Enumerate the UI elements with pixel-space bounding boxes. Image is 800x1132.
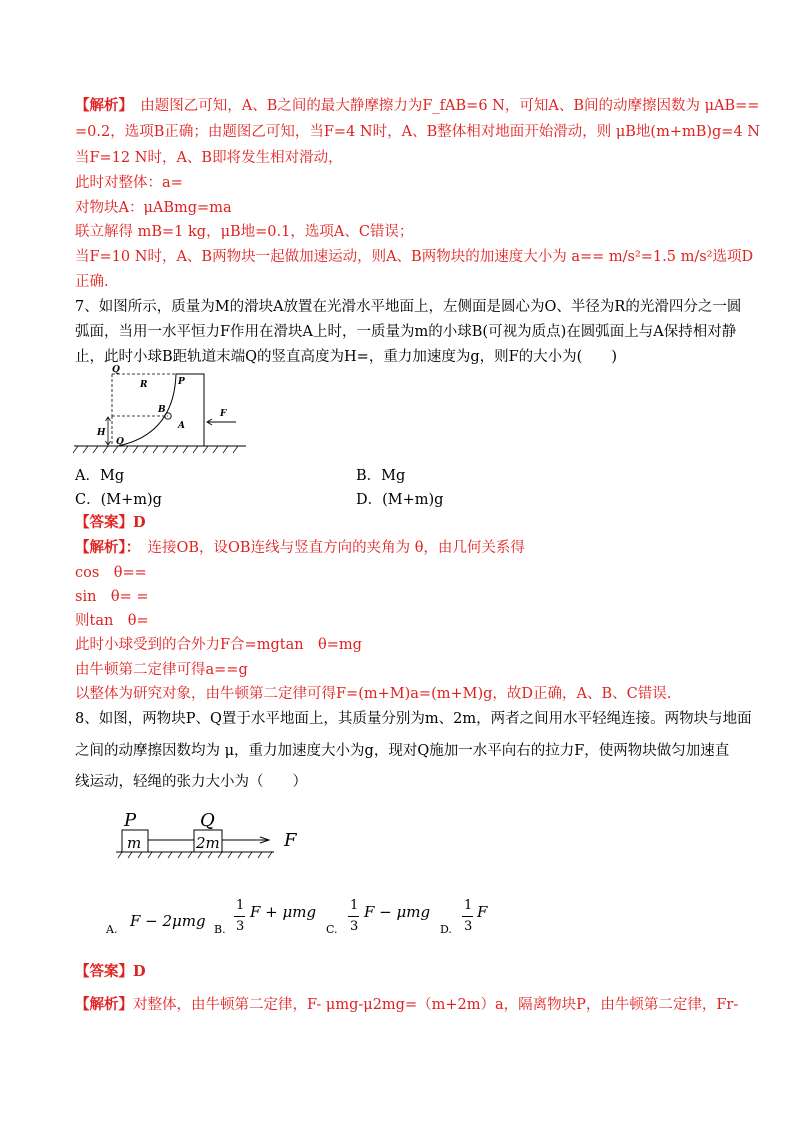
q7-option-b: B．Mg (356, 468, 406, 484)
q8-option-c-expr: F − μmg (364, 903, 431, 921)
solution6-line8: 正确. (75, 274, 109, 290)
solution6-line1: 【解析】 由题图乙可知，A、B之间的最大静摩擦力为F_fAB=6 N，可知A、B间的动摩擦因数为 μAB== (75, 97, 760, 114)
q7-stem-line2: 弧面，当用一水平恒力F作用在滑块A上时，一质量为m的小球B(可视为质点)在圆弧面上与A保持相对静 (75, 324, 737, 340)
q8-option-b-den: 3 (236, 919, 245, 934)
label-b: B (158, 405, 166, 415)
solution6-line4: 此时对整体：a= (75, 175, 183, 191)
label-f: F (284, 830, 297, 851)
solution6-line2: =0.2，选项B正确；由题图乙可知，当F=4 N时，A、B整体相对地面开始滑动，则 μB地(m+mB)g=4 N (75, 124, 760, 140)
q7-stem-line3: 止，此时小球B距轨道末端Q的竖直高度为H=，重力加速度为g，则F的大小为( ) (75, 349, 617, 365)
q7-option-a: A．Mg (75, 468, 125, 484)
q8-option-a-letter: A. (106, 923, 118, 936)
analysis-tag: 【解析】 (75, 97, 126, 114)
q8-option-c-den: 3 (350, 919, 359, 934)
q8-figure (112, 804, 312, 860)
q8-solution-line1: 【解析】对整体，由牛顿第二定律，F- μmg-μ2mg=（m+2m）a，隔离物块P，由牛顿第二定律，Fr- (75, 996, 739, 1013)
q8-option-b-letter: B. (214, 923, 226, 936)
label-m: m (127, 834, 142, 852)
q7-solution-line6: 由牛顿第二定律可得a==g (75, 662, 248, 678)
label-p: P (124, 810, 137, 831)
q8-option-c-num: 1 (350, 898, 359, 913)
label-q: Q (200, 810, 215, 831)
label-q-top: Q (112, 365, 120, 375)
q7-option-c: C．(M+m)g (75, 492, 162, 508)
solution6-line6: 联立解得 mB=1 kg，μB地=0.1，选项A、C错误； (75, 224, 414, 240)
q8-option-d-letter: D. (440, 923, 452, 936)
q8-option-c-letter: C. (326, 923, 338, 936)
q8-analysis-tag: 【解析】 (75, 996, 133, 1013)
solution6-line7: 当F=10 N时，A、B两物块一起做加速运动，则A、B两物块的加速度大小为 a== m/s²=1.5 m/s²选项D (75, 249, 754, 265)
label-r: R (140, 380, 148, 390)
q8-option-d-expr: F (477, 903, 488, 921)
q8-stem-line3: 线运动，轻绳的张力大小为（ ） (75, 774, 307, 790)
q8-option-d-num: 1 (464, 898, 473, 913)
q8-option-b-expr: F + μmg (250, 903, 317, 921)
q7-answer: 【答案】D (75, 514, 146, 531)
label-2m: 2m (196, 834, 220, 852)
q7-solution-line5: 此时小球受到的合外力F合=mgtan θ=mg (75, 637, 362, 653)
q7-analysis-tag: 【解析】： (75, 539, 133, 556)
label-h: H (97, 428, 106, 438)
q8-stem-line2: 之间的动摩擦因数均为 μ，重力加速度大小为g，现对Q施加一水平向右的拉力F，使两物块做匀加速直 (75, 743, 730, 759)
q8-answer: 【答案】D (75, 963, 146, 980)
label-a: A (178, 421, 185, 431)
label-p: P (178, 377, 185, 387)
q8-option-d-den: 3 (464, 919, 473, 934)
q7-solution-line1: 【解析】： 连接OB，设OB连线与竖直方向的夹角为 θ，由几何关系得 (75, 539, 525, 556)
solution6-line3: 当F=12 N时，A、B即将发生相对滑动， (75, 150, 343, 166)
q7-solution-line2: cos θ== (75, 565, 147, 581)
q7-solution-line3: sin θ= = (75, 589, 149, 605)
q7-option-d: D．(M+m)g (356, 492, 444, 508)
q7-stem-line1: 7、如图所示，质量为M的滑块A放置在光滑水平地面上，左侧面是圆心为O、半径为R的光滑四分之一圆 (75, 299, 742, 315)
label-f: F (220, 409, 227, 419)
q7-solution-line4: 则tan θ= (75, 613, 149, 629)
q7-figure (70, 360, 250, 456)
q7-solution-line7: 以整体为研究对象，由牛顿第二定律可得F=(m+M)a=(m+M)g，故D正确，A、B、C错误. (75, 686, 672, 702)
q8-stem-line1: 8、如图，两物块P、Q置于水平地面上，其质量分别为m、2m，两者之间用水平轻绳连接。两物块与地面 (75, 711, 752, 727)
q8-option-a-expr: F − 2μmg (130, 912, 206, 930)
label-q-bottom: Q (116, 437, 124, 447)
q8-option-b-num: 1 (236, 898, 245, 913)
solution6-line5: 对物块A：μABmg=ma (75, 200, 232, 216)
